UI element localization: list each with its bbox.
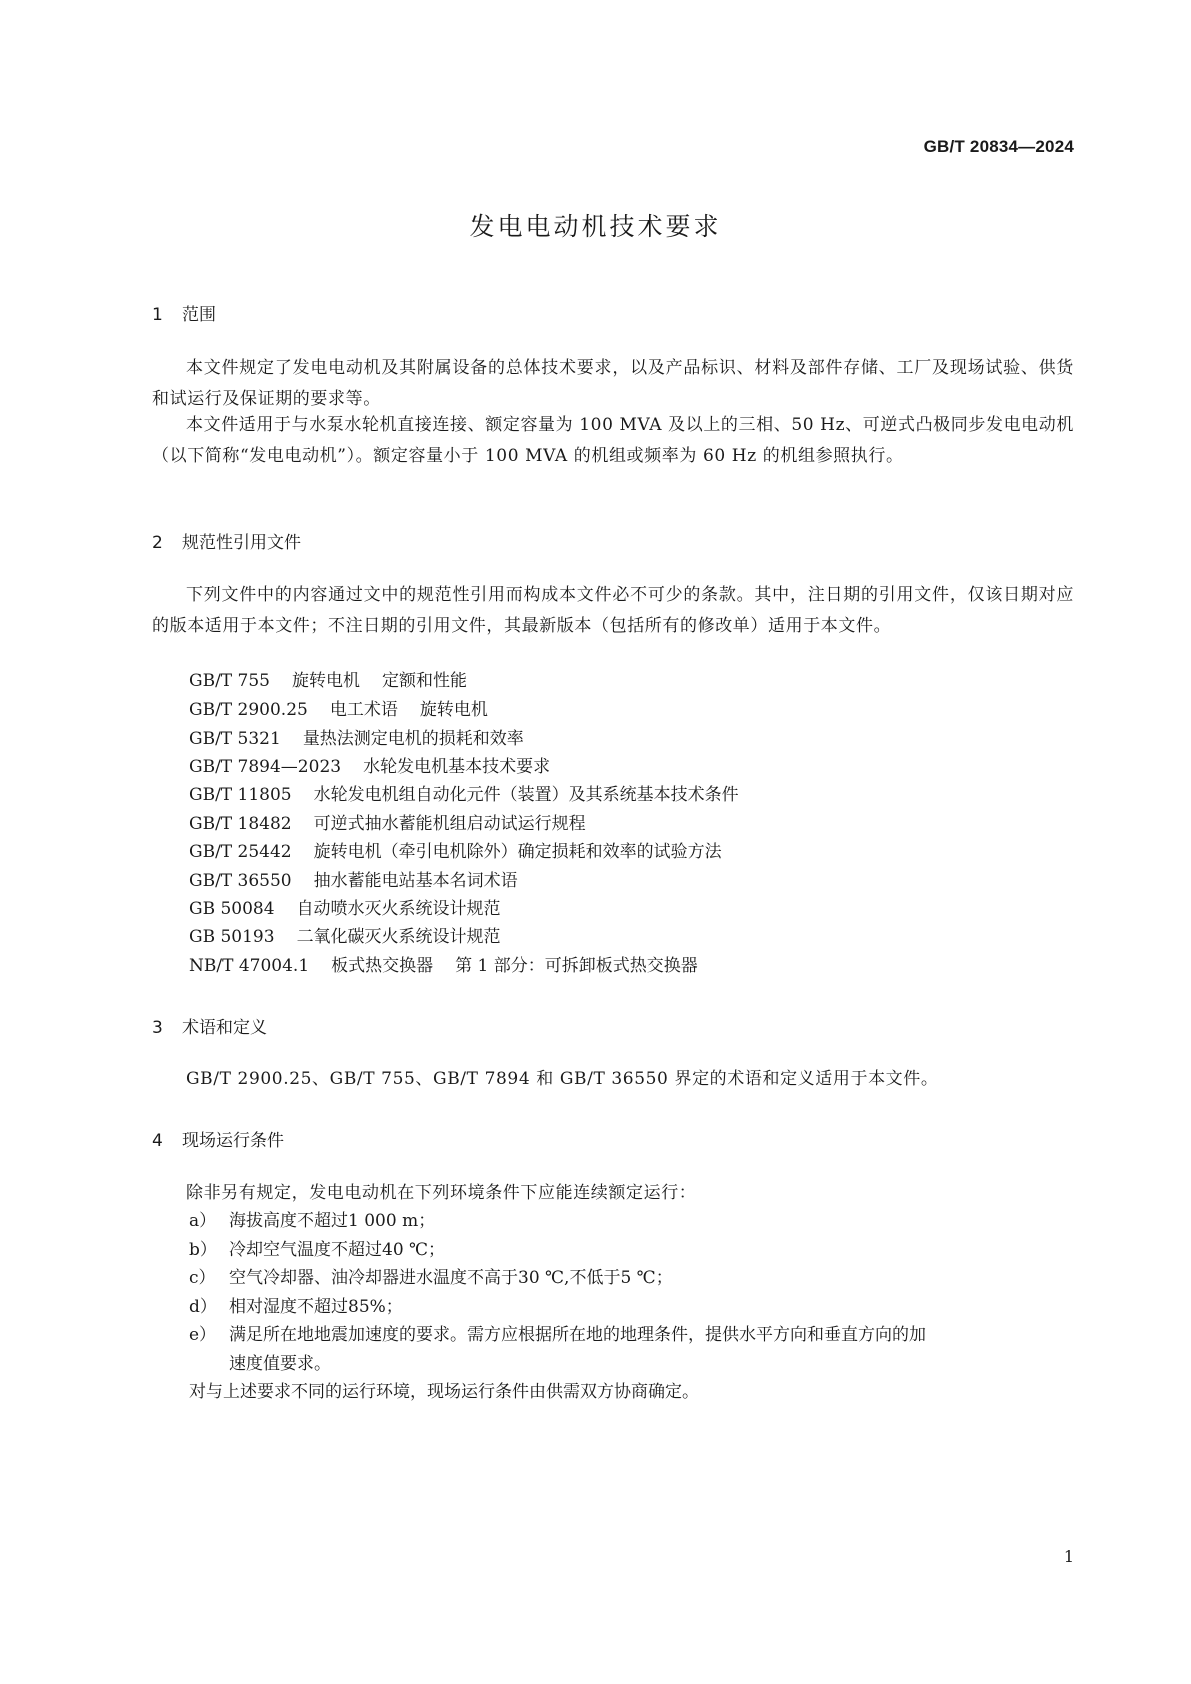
reference-title: 自动喷水灭火系统设计规范 [296, 899, 501, 919]
reference-subtitle: 旋转电机 [419, 700, 488, 720]
reference-code: GB/T 7894—2023 [189, 757, 342, 777]
section-4-intro: 除非另有规定，发电电动机在下列环境条件下应能连续额定运行： [186, 1183, 697, 1203]
reference-subtitle: 定额和性能 [382, 671, 467, 691]
reference-item [189, 752, 550, 783]
reference-code: GB/T 36550 [189, 871, 292, 891]
section-1-paragraph-2: 本文件适用于与水泵水轮机直接连接、额定容量为 100 MVA 及以上的三相、50 Hz、可逆式凸极同步发电电动机（以下简称“发电电动机”）。额定容量小于 100 MVA 的机组或频率为 60 Hz 的机组参照执行。 [152, 415, 1074, 466]
reference-title: 可逆式抽水蓄能机组启动试运行规程 [313, 814, 586, 834]
reference-code: NB/T 47004.1 [189, 956, 310, 976]
list-text: 海拔高度不超过1 000 m； [229, 1211, 436, 1231]
list-item [189, 1263, 673, 1294]
reference-item [189, 922, 501, 953]
list-marker: b） [189, 1240, 217, 1260]
list-text: 冷却空气温度不超过40 ℃； [229, 1240, 446, 1260]
reference-item [189, 724, 524, 755]
section-number: 3 [152, 1018, 163, 1038]
list-item [189, 1235, 445, 1266]
list-item [189, 1320, 926, 1351]
list-item [189, 1292, 403, 1323]
list-marker: d） [189, 1297, 217, 1317]
reference-item [189, 951, 698, 982]
section-2-heading [152, 528, 301, 553]
reference-code: GB/T 18482 [189, 814, 292, 834]
reference-title: 电工术语 [329, 700, 398, 720]
list-text: 满足所在地地震加速度的要求。需方应根据所在地的地理条件，提供水平方向和垂直方向的加 [229, 1325, 926, 1345]
reference-item [189, 780, 739, 811]
reference-item [189, 809, 586, 840]
section-1-paragraph-1: 本文件规定了发电电动机及其附属设备的总体技术要求，以及产品标识、材料及部件存储、工厂及现场试验、供货和试运行及保证期的要求等。 [152, 358, 1074, 409]
reference-title: 水轮发电机组自动化元件（装置）及其系统基本技术条件 [313, 785, 739, 805]
reference-title: 旋转电机 [292, 671, 360, 691]
reference-item [189, 666, 467, 697]
section-number: 2 [152, 533, 163, 553]
section-3-heading [152, 1013, 267, 1038]
reference-title: 量热法测定电机的损耗和效率 [302, 729, 524, 749]
reference-title: 旋转电机（牵引电机除外）确定损耗和效率的试验方法 [313, 842, 722, 862]
reference-code: GB 50193 [189, 927, 275, 947]
reference-code: GB/T 11805 [189, 785, 292, 805]
section-number: 1 [152, 305, 163, 325]
reference-title: 水轮发电机基本技术要求 [363, 757, 551, 777]
section-number: 4 [152, 1131, 163, 1151]
document-title: 发电电动机技术要求 [469, 212, 722, 241]
section-title: 现场运行条件 [182, 1131, 284, 1151]
reference-subtitle: 第 1 部分：可拆卸板式热交换器 [455, 956, 698, 976]
list-text: 空气冷却器、油冷却器进水温度不高于30 ℃,不低于5 ℃； [229, 1268, 673, 1288]
section-4-heading [152, 1126, 284, 1151]
reference-title: 二氧化碳灭火系统设计规范 [296, 927, 501, 947]
section-title: 范围 [182, 305, 216, 325]
reference-code: GB/T 2900.25 [189, 700, 308, 720]
list-marker: e） [189, 1325, 217, 1345]
page-number: 1 [1063, 1547, 1074, 1566]
reference-title: 板式热交换器 [331, 956, 434, 976]
section-4-closing: 对与上述要求不同的运行环境，现场运行条件由供需双方协商确定。 [189, 1382, 699, 1402]
reference-title: 抽水蓄能电站基本名词术语 [313, 871, 518, 891]
list-marker: a） [189, 1211, 217, 1231]
section-1-heading [152, 300, 216, 325]
list-item-continuation: 速度值要求。 [229, 1354, 331, 1374]
reference-item [189, 695, 488, 726]
standard-code: GB/T 20834—2024 [923, 137, 1074, 156]
reference-item [189, 894, 501, 925]
section-title: 术语和定义 [182, 1018, 267, 1038]
reference-code: GB 50084 [189, 899, 275, 919]
section-title: 规范性引用文件 [182, 533, 301, 553]
list-item [189, 1206, 435, 1237]
reference-item [189, 837, 722, 868]
reference-item [189, 866, 518, 897]
list-marker: c） [189, 1268, 216, 1288]
reference-code: GB/T 755 [189, 671, 270, 691]
reference-code: GB/T 5321 [189, 729, 281, 749]
section-2-intro: 下列文件中的内容通过文中的规范性引用而构成本文件必不可少的条款。其中，注日期的引用文件，仅该日期对应的版本适用于本文件；不注日期的引用文件，其最新版本（包括所有的修改单）适用于本文件。 [152, 585, 1074, 636]
reference-code: GB/T 25442 [189, 842, 292, 862]
list-text: 相对湿度不超过85%； [229, 1297, 403, 1317]
section-3-paragraph: GB/T 2900.25、GB/T 755、GB/T 7894 和 GB/T 36550 界定的术语和定义适用于本文件。 [186, 1069, 939, 1089]
